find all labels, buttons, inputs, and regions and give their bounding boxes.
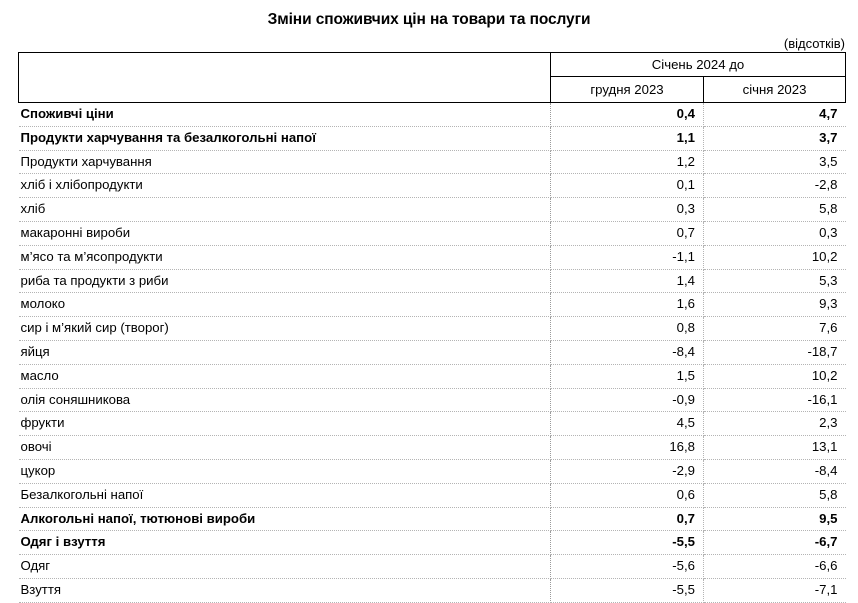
table-row — [19, 293, 846, 317]
table-row — [19, 412, 846, 436]
table-body — [19, 103, 846, 603]
row-value-vs-december-2023: 0,3 — [551, 198, 704, 222]
table-row — [19, 507, 846, 531]
header-column-january-2023: січня 2023 — [704, 77, 846, 103]
row-label: овочі — [19, 436, 551, 460]
table-row — [19, 388, 846, 412]
row-value-vs-december-2023: 4,5 — [551, 412, 704, 436]
row-value-vs-january-2023: -7,1 — [704, 578, 846, 602]
table-row — [19, 317, 846, 341]
table-header — [19, 53, 846, 103]
units-note: (відсотків) — [783, 36, 845, 51]
row-value-vs-december-2023: 0,4 — [551, 103, 704, 127]
row-value-vs-january-2023: 2,3 — [704, 412, 846, 436]
row-value-vs-december-2023: -5,5 — [551, 531, 704, 555]
row-value-vs-december-2023: -0,9 — [551, 388, 704, 412]
row-value-vs-december-2023: 1,1 — [551, 126, 704, 150]
row-label: олія соняшникова — [19, 388, 551, 412]
table-header-row-group — [19, 53, 846, 77]
row-value-vs-december-2023: 1,2 — [551, 150, 704, 174]
table-row — [19, 578, 846, 602]
table-row — [19, 436, 846, 460]
row-value-vs-january-2023: -6,6 — [704, 555, 846, 579]
row-label: Алкогольні напої, тютюнові вироби — [19, 507, 551, 531]
row-value-vs-december-2023: 16,8 — [551, 436, 704, 460]
row-label: Одяг і взуття — [19, 531, 551, 555]
row-value-vs-january-2023: -18,7 — [704, 340, 846, 364]
row-value-vs-january-2023: 10,2 — [704, 364, 846, 388]
row-label: молоко — [19, 293, 551, 317]
row-label: Безалкогольні напої — [19, 483, 551, 507]
row-label: Одяг — [19, 555, 551, 579]
row-value-vs-december-2023: -5,5 — [551, 578, 704, 602]
table-row — [19, 198, 846, 222]
table-row — [19, 531, 846, 555]
row-value-vs-january-2023: 5,8 — [704, 198, 846, 222]
row-label: фрукти — [19, 412, 551, 436]
row-value-vs-january-2023: -8,4 — [704, 459, 846, 483]
table-row — [19, 245, 846, 269]
table-row — [19, 459, 846, 483]
row-value-vs-december-2023: 0,8 — [551, 317, 704, 341]
row-value-vs-january-2023: 3,7 — [704, 126, 846, 150]
table-row — [19, 103, 846, 127]
row-label: риба та продукти з риби — [19, 269, 551, 293]
row-value-vs-january-2023: 5,3 — [704, 269, 846, 293]
row-label: Продукти харчування та безалкогольні напої — [19, 126, 551, 150]
row-label: яйця — [19, 340, 551, 364]
row-value-vs-january-2023: -6,7 — [704, 531, 846, 555]
row-label: макаронні вироби — [19, 221, 551, 245]
table-row — [19, 269, 846, 293]
table-row — [19, 340, 846, 364]
table-row — [19, 364, 846, 388]
row-value-vs-december-2023: 0,7 — [551, 221, 704, 245]
row-value-vs-december-2023: -5,6 — [551, 555, 704, 579]
row-label: Споживчі ціни — [19, 103, 551, 127]
table-row — [19, 221, 846, 245]
header-label-blank — [19, 53, 551, 103]
row-label: сир і м’який сир (творог) — [19, 317, 551, 341]
row-value-vs-january-2023: 10,2 — [704, 245, 846, 269]
row-value-vs-january-2023: 9,3 — [704, 293, 846, 317]
row-value-vs-december-2023: 1,4 — [551, 269, 704, 293]
row-value-vs-december-2023: 0,1 — [551, 174, 704, 198]
row-value-vs-january-2023: 3,5 — [704, 150, 846, 174]
row-label: цукор — [19, 459, 551, 483]
row-label: м’ясо та м’ясопродукти — [19, 245, 551, 269]
header-column-december-2023: грудня 2023 — [551, 77, 704, 103]
row-value-vs-december-2023: 1,6 — [551, 293, 704, 317]
row-value-vs-december-2023: 0,7 — [551, 507, 704, 531]
page-title: Зміни споживчих цін на товари та послуги — [267, 11, 591, 28]
table-row — [19, 174, 846, 198]
row-label: Взуття — [19, 578, 551, 602]
row-label: хліб — [19, 198, 551, 222]
table-row — [19, 150, 846, 174]
row-value-vs-december-2023: 0,6 — [551, 483, 704, 507]
row-label: хліб і хлібопродукти — [19, 174, 551, 198]
row-value-vs-january-2023: 13,1 — [704, 436, 846, 460]
row-value-vs-january-2023: 7,6 — [704, 317, 846, 341]
table-row — [19, 483, 846, 507]
row-value-vs-january-2023: -16,1 — [704, 388, 846, 412]
row-value-vs-december-2023: -1,1 — [551, 245, 704, 269]
row-value-vs-january-2023: 9,5 — [704, 507, 846, 531]
row-value-vs-december-2023: -2,9 — [551, 459, 704, 483]
table-row — [19, 126, 846, 150]
row-label: масло — [19, 364, 551, 388]
row-label: Продукти харчування — [19, 150, 551, 174]
table-row — [19, 555, 846, 579]
row-value-vs-january-2023: 5,8 — [704, 483, 846, 507]
table-container — [18, 52, 845, 603]
header-period-group: Січень 2024 до — [551, 53, 846, 77]
row-value-vs-january-2023: 4,7 — [704, 103, 846, 127]
row-value-vs-december-2023: 1,5 — [551, 364, 704, 388]
consumer-price-index-table — [18, 52, 846, 603]
row-value-vs-january-2023: 0,3 — [704, 221, 846, 245]
row-value-vs-january-2023: -2,8 — [704, 174, 846, 198]
row-value-vs-december-2023: -8,4 — [551, 340, 704, 364]
